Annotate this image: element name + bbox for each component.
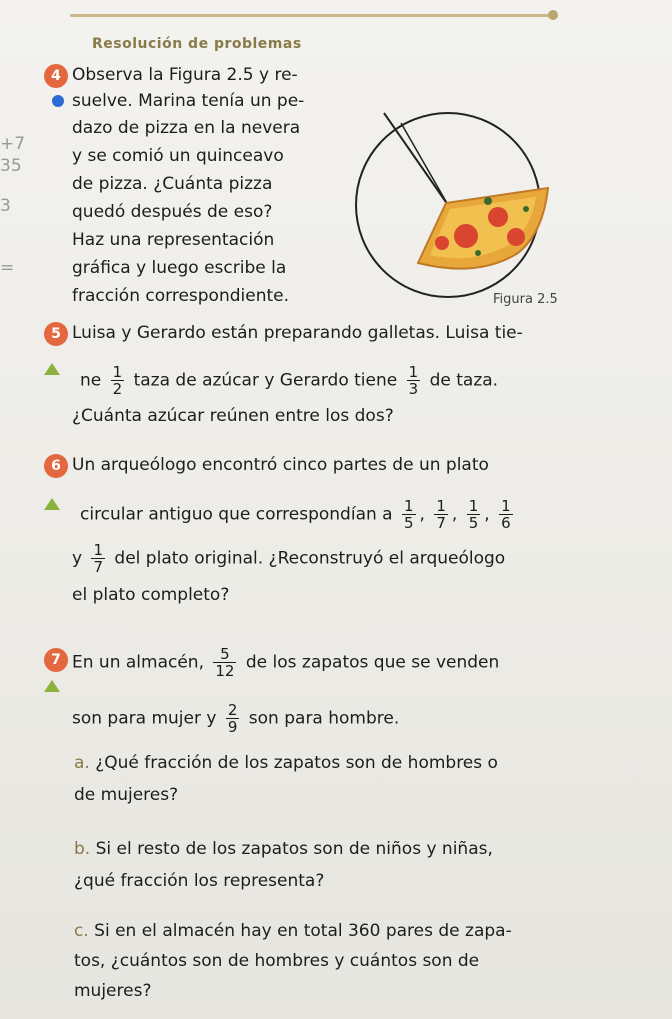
fraction (213, 646, 236, 679)
pepperoni (507, 228, 525, 246)
fraction (402, 498, 416, 531)
text-run: Si en el almacén hay en total 360 pares de zapa- (94, 921, 512, 941)
subquestion-label: a. (74, 753, 90, 773)
denominator: 9 (227, 718, 238, 736)
difficulty-triangle-icon (44, 363, 60, 375)
problem-6-line: circular antiguo que correspondían a $\frac{1}{5}$ , $\frac{1}{7}$ , $\frac{1}{5}$ , $\frac{1}{6}$ (80, 497, 511, 532)
numerator: 2 (227, 701, 238, 719)
problem-4-line: quedó después de eso? (72, 202, 273, 222)
pepperoni (435, 236, 449, 250)
fraction (467, 498, 481, 531)
subquestion-c-line: mujeres? (74, 981, 152, 1001)
herb (484, 197, 492, 205)
fraction (434, 498, 448, 531)
fraction (226, 702, 240, 735)
subquestion-b-line: ¿qué fracción los representa? (74, 871, 325, 891)
problem-number-badge: 5 (44, 322, 68, 346)
fraction (91, 542, 105, 575)
numerator: 1 (436, 497, 446, 515)
problem-7-line (72, 646, 499, 679)
pizza-figure (338, 93, 568, 299)
numerator: 1 (112, 363, 123, 381)
text-run: ¿Qué fracción de los zapatos son de hombres o (95, 753, 498, 773)
text-run: Si el resto de los zapatos son de niños y niñas, (95, 839, 493, 859)
problem-5-line: ¿Cuánta azúcar reúnen entre los dos? (72, 406, 394, 426)
subquestion-b (74, 838, 493, 860)
text-run: circular antiguo que correspondían a (80, 504, 393, 525)
pizza-cut-line (401, 123, 448, 205)
denominator: 12 (215, 662, 235, 680)
problem-5-line: Luisa y Gerardo están preparando galletas. Luisa tie- (72, 323, 523, 343)
margin-note: 35 (0, 156, 22, 176)
text-run: de taza. (429, 370, 499, 391)
fraction (111, 364, 125, 397)
pepperoni (454, 224, 478, 248)
subquestion-c (74, 920, 512, 942)
numerator: 1 (501, 497, 511, 515)
fraction (407, 364, 421, 397)
margin-note: 3 (0, 196, 11, 216)
difficulty-triangle-icon (44, 498, 60, 510)
herb (475, 250, 481, 256)
text-run: taza de azúcar y Gerardo tiene (133, 370, 398, 391)
text-run: son para mujer y (72, 708, 217, 729)
problem-4-line: gráfica y luego escribe la (72, 258, 287, 278)
denominator: 7 (93, 558, 104, 576)
subquestion-a-line: de mujeres? (74, 785, 179, 805)
margin-note: = (0, 258, 15, 278)
problem-4-line: dazo de pizza en la nevera (72, 118, 301, 138)
denominator: 3 (408, 380, 419, 398)
fraction (499, 498, 513, 531)
numerator: 5 (220, 645, 230, 663)
text-run: En un almacén, (72, 652, 204, 673)
numerator: 1 (404, 497, 414, 515)
problem-number-badge: 6 (44, 454, 68, 478)
difficulty-triangle-icon (44, 680, 60, 692)
problem-number-badge: 4 (44, 64, 68, 88)
text-run: del plato original. ¿Reconstruyó el arqueólogo (114, 548, 506, 569)
header-rule-dot (548, 10, 558, 20)
problem-6-line: Un arqueólogo encontró cinco partes de un plato (72, 455, 489, 475)
margin-note: +7 (0, 134, 26, 154)
problem-7-line (72, 702, 399, 735)
problem-5-line (80, 364, 498, 397)
numerator: 1 (468, 497, 479, 515)
numerator: 1 (93, 541, 104, 559)
herb (523, 206, 529, 212)
text-run: de los zapatos que se venden (245, 652, 500, 673)
header-rule (70, 14, 550, 17)
numerator: 1 (408, 363, 419, 381)
text-run: ne (80, 370, 102, 391)
problem-4-line: Observa la Figura 2.5 y re- (72, 65, 298, 85)
subquestion-c-line: tos, ¿cuántos son de hombres y cuántos son de (74, 951, 480, 971)
problem-4-line: Haz una representación (72, 230, 275, 250)
problem-6-line (72, 542, 505, 575)
problem-number-badge: 7 (44, 648, 68, 672)
subquestion-a (74, 752, 498, 774)
pizza-cut-line (384, 113, 448, 205)
denominator: 5 (404, 514, 414, 532)
text-run: son para hombre. (248, 708, 400, 729)
problem-4-line: de pizza. ¿Cuánta pizza (72, 174, 273, 194)
problem-4-line: suelve. Marina tenía un pe- (72, 91, 305, 111)
section-title: Resolución de problemas (92, 36, 302, 52)
problem-4-line: y se comió un quinceavo (72, 146, 284, 166)
denominator: 6 (501, 514, 511, 532)
problem-4-line: fracción correspondiente. (72, 286, 289, 306)
subquestion-label: b. (74, 839, 91, 859)
problem-6-line: el plato completo? (72, 585, 230, 605)
subquestion-label: c. (74, 921, 89, 941)
denominator: 7 (436, 514, 446, 532)
denominator: 5 (468, 514, 479, 532)
pepperoni (488, 207, 508, 227)
difficulty-dot-icon (52, 95, 64, 107)
denominator: 2 (112, 380, 123, 398)
text-run: y (72, 548, 83, 569)
figure-caption: Figura 2.5 (493, 292, 558, 307)
